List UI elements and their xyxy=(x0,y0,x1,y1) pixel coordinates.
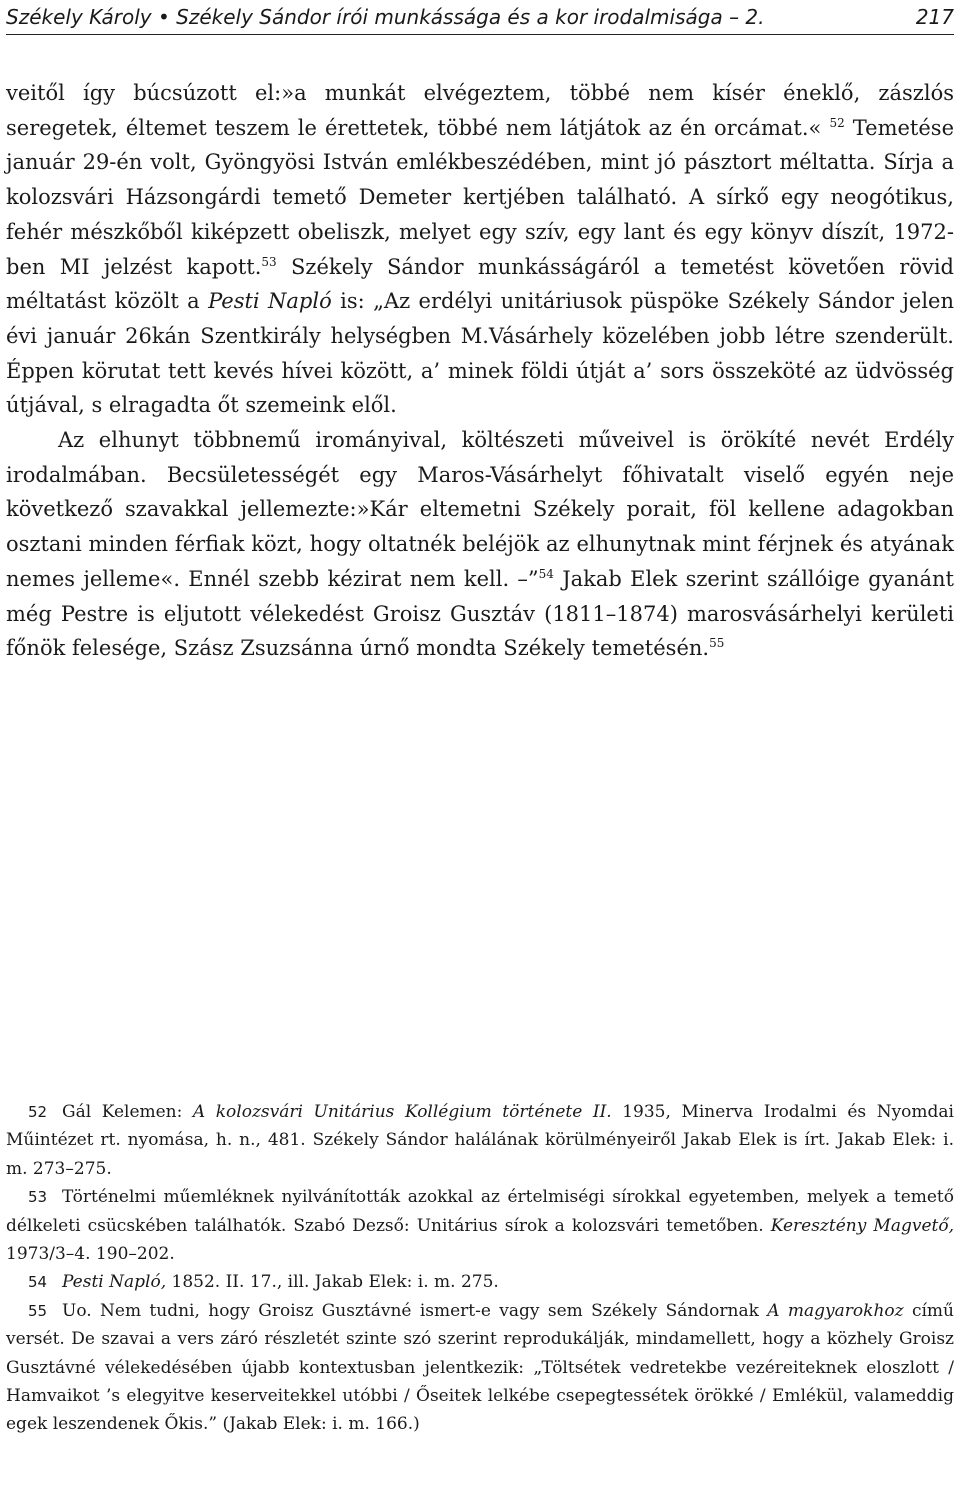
footnote-52: 52 Gál Kelemen: A kolozsvári Unitárius Kollégium története II. 1935, Minerva Irodalmi és Nyomdai Műintézet rt. nyomása, h. n., 481. Székely Sándor halálának körülményeiről Jakab Elek is írt. Jakab Elek: i. m. 273–275. xyxy=(6,1098,954,1183)
footnote-number: 52 xyxy=(28,1103,48,1121)
header-rule xyxy=(6,34,954,35)
running-title: Székely Károly • Székely Sándor írói munkássága és a kor irodalmisága – 2. xyxy=(6,5,765,29)
italic-title: Pesti Napló xyxy=(208,289,332,314)
running-header xyxy=(6,2,954,32)
footnote-ref-53[interactable]: 53 xyxy=(261,254,277,269)
main-text xyxy=(6,76,954,666)
footnote-number: 54 xyxy=(28,1273,48,1292)
footnote-number: 55 xyxy=(28,1301,48,1320)
paragraph-2: Az elhunyt többnemű irományival, költészeti műveivel is örökíté nevét Erdély irodalmában. Becsületességét egy Maros-Vásárhelyt főhivatalt viselő egyén neje következő szavakkal jellemezte:»Kár eltemetni Székely porait, föl kellene adagokban osztani minden férfiak közt, hogy oltatnék beléjök az elhunytnak mint férjnek és atyának nemes jelleme«. Ennél szebb kézirat nem kell. –”$^{54}$ Jakab Elek szerint szállóige gyanánt még Pestre is eljutott vélekedést Groisz Gusztáv (1811–1874) marosvásárhelyi kerületi főnök felesége, Szász Zsuzsánna úrnő mondta Székely temetésén.$^{55}$ xyxy=(6,428,954,661)
footnote-54: 54 Pesti Napló, 1852. II. 17., ill. Jakab Elek: i. m. 275. xyxy=(6,1268,954,1296)
paragraph-1: veitől így búcsúzott el:»a munkát elvégeztem, többé nem kísér éneklő, zászlós seregetek, éltemet teszem le érettetek, többé nem látjátok az én orcámat.« $^{52}$ Temetése január 29-én volt, Gyöngyösi István emlékbeszédében, mint jó pásztort méltatta. Sírja a kolozsvári Házsongárdi temető Demeter kertjében található. A sírkő egy neogótikus, fehér mészkőből kiképzett obeliszk, melyet egy szív, egy lant és egy könyv díszít, 1972-ben MI jelzést kapott.$^{53}$ Székely Sándor munkásságáról a temetést követően rövid méltatást közölt a Pesti Napló is: „Az erdélyi unitáriusok püspöke Székely Sándor jelen évi január 26kán Szentkirály helységben M.Vásárhely közelében jobb létre szenderült. Éppen körutat tett kevés hívei között, a’ minek földi útját a’ sors összeköté az üdvösség útjával, s elragadta őt szemeink elől. xyxy=(6,81,955,418)
footnotes xyxy=(6,1098,954,1439)
footnote-ref-54[interactable]: 54 xyxy=(538,566,554,581)
footnote-ref-52[interactable]: 52 xyxy=(829,115,845,130)
footnote-55: 55 Uo. Nem tudni, hogy Groisz Gusztávné ismert-e vagy sem Székely Sándornak A magyarokhoz című versét. De szavai a vers záró részletét szinte szó szerint reprodukálják, mindamellett, hogy a közhely Groisz Gusztávné vélekedésében újabb kontextusban jelentkezik: „Töltsétek vedretekbe vezéreiteknek eloszlott / Hamvaikot ’s elegyitve keserveitekkel utóbbi / Őseitek lelkébe csepegtessétek örökké / Emlékül, valameddig egek leszendenek Őkis.” (Jakab Elek: i. m. 166.) xyxy=(6,1297,954,1439)
footnote-number: 53 xyxy=(28,1188,48,1207)
footnote-ref-55[interactable]: 55 xyxy=(709,636,725,651)
book-page xyxy=(6,0,954,1492)
page-number: 217 xyxy=(915,5,954,29)
footnote-53: 53 Történelmi műemléknek nyilvánították azokkal az értelmiségi sírokkal egyetemben, melyek a temető délkeleti csücskében találhatók. Szabó Dezső: Unitárius sírok a kolozsvári temetőben. Keresztény Magvető, 1973/3–4. 190–202. xyxy=(6,1183,954,1268)
